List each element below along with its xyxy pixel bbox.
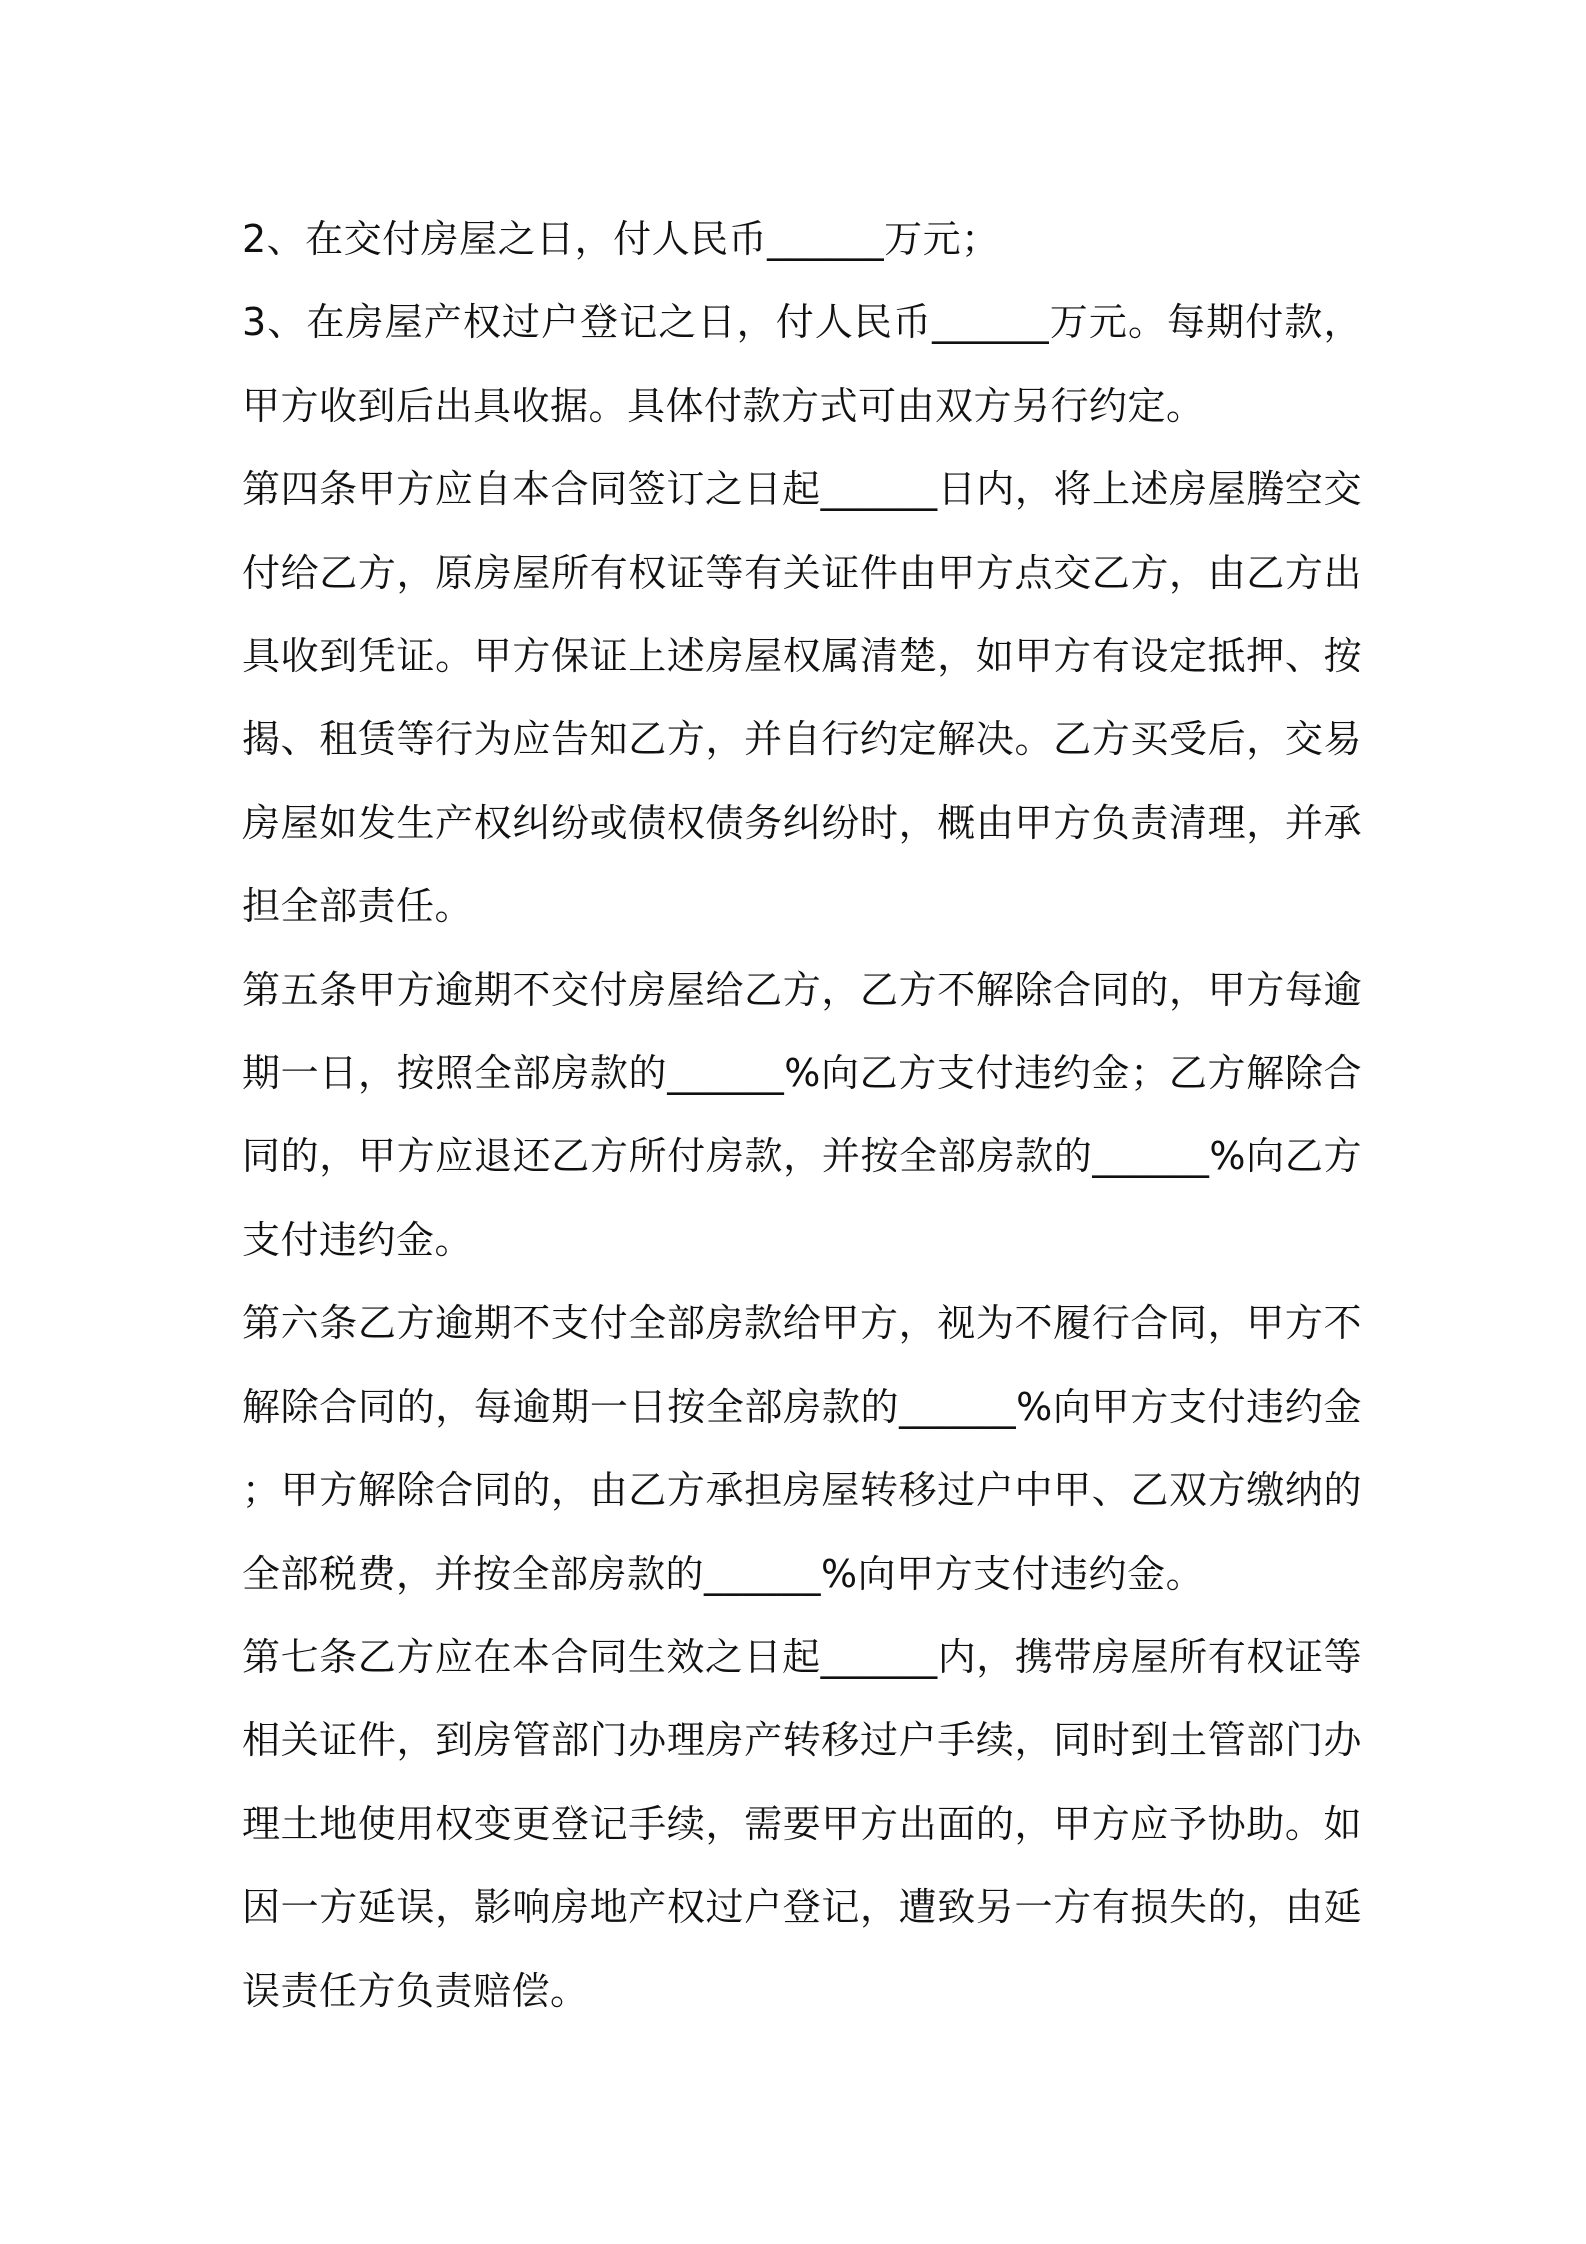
paragraph-payment-2: 2、在交付房屋之日，付人民币______万元； [242,217,1000,261]
paragraph-article-7: 第七条乙方应在本合同生效之日起______内，携带房屋所有权证等相关证件，到房管部门办理房产转移过户手续，同时到土管部门办理土地使用权变更登记手续，需要甲方出面的，甲方应予协助。如因一方延误，影响房地产权过户登记，遭致另一方有损失的，由延误责任方负责赔偿。 [242,1634,1362,2013]
contract-body [242,198,1362,2033]
paragraph-article-6: 第六条乙方逾期不支付全部房款给甲方，视为不履行合同，甲方不解除合同的，每逾期一日按全部房款的______%向甲方支付违约金；甲方解除合同的，由乙方承担房屋转移过户中甲、乙双方缴纳的全部税费，并按全部房款的______%向甲方支付违约金。 [242,1301,1362,1596]
paragraph-payment-3: 3、在房屋产权过户登记之日，付人民币______万元。每期付款，甲方收到后出具收据。具体付款方式可由双方另行约定。 [242,300,1362,428]
paragraph-article-4: 第四条甲方应自本合同签订之日起______日内，将上述房屋腾空交付给乙方，原房屋所有权证等有关证件由甲方点交乙方，由乙方出具收到凭证。甲方保证上述房屋权属清楚，如甲方有设定抵押、按揭、租赁等行为应告知乙方，并自行约定解决。乙方买受后，交易房屋如发生产权纠纷或债权债务纠纷时，概由甲方负责清理，并承担全部责任。 [242,467,1362,929]
paragraph-article-5: 第五条甲方逾期不交付房屋给乙方，乙方不解除合同的，甲方每逾期一日，按照全部房款的______%向乙方支付违约金；乙方解除合同的，甲方应退还乙方所付房款，并按全部房款的______%向乙方支付违约金。 [242,967,1362,1262]
